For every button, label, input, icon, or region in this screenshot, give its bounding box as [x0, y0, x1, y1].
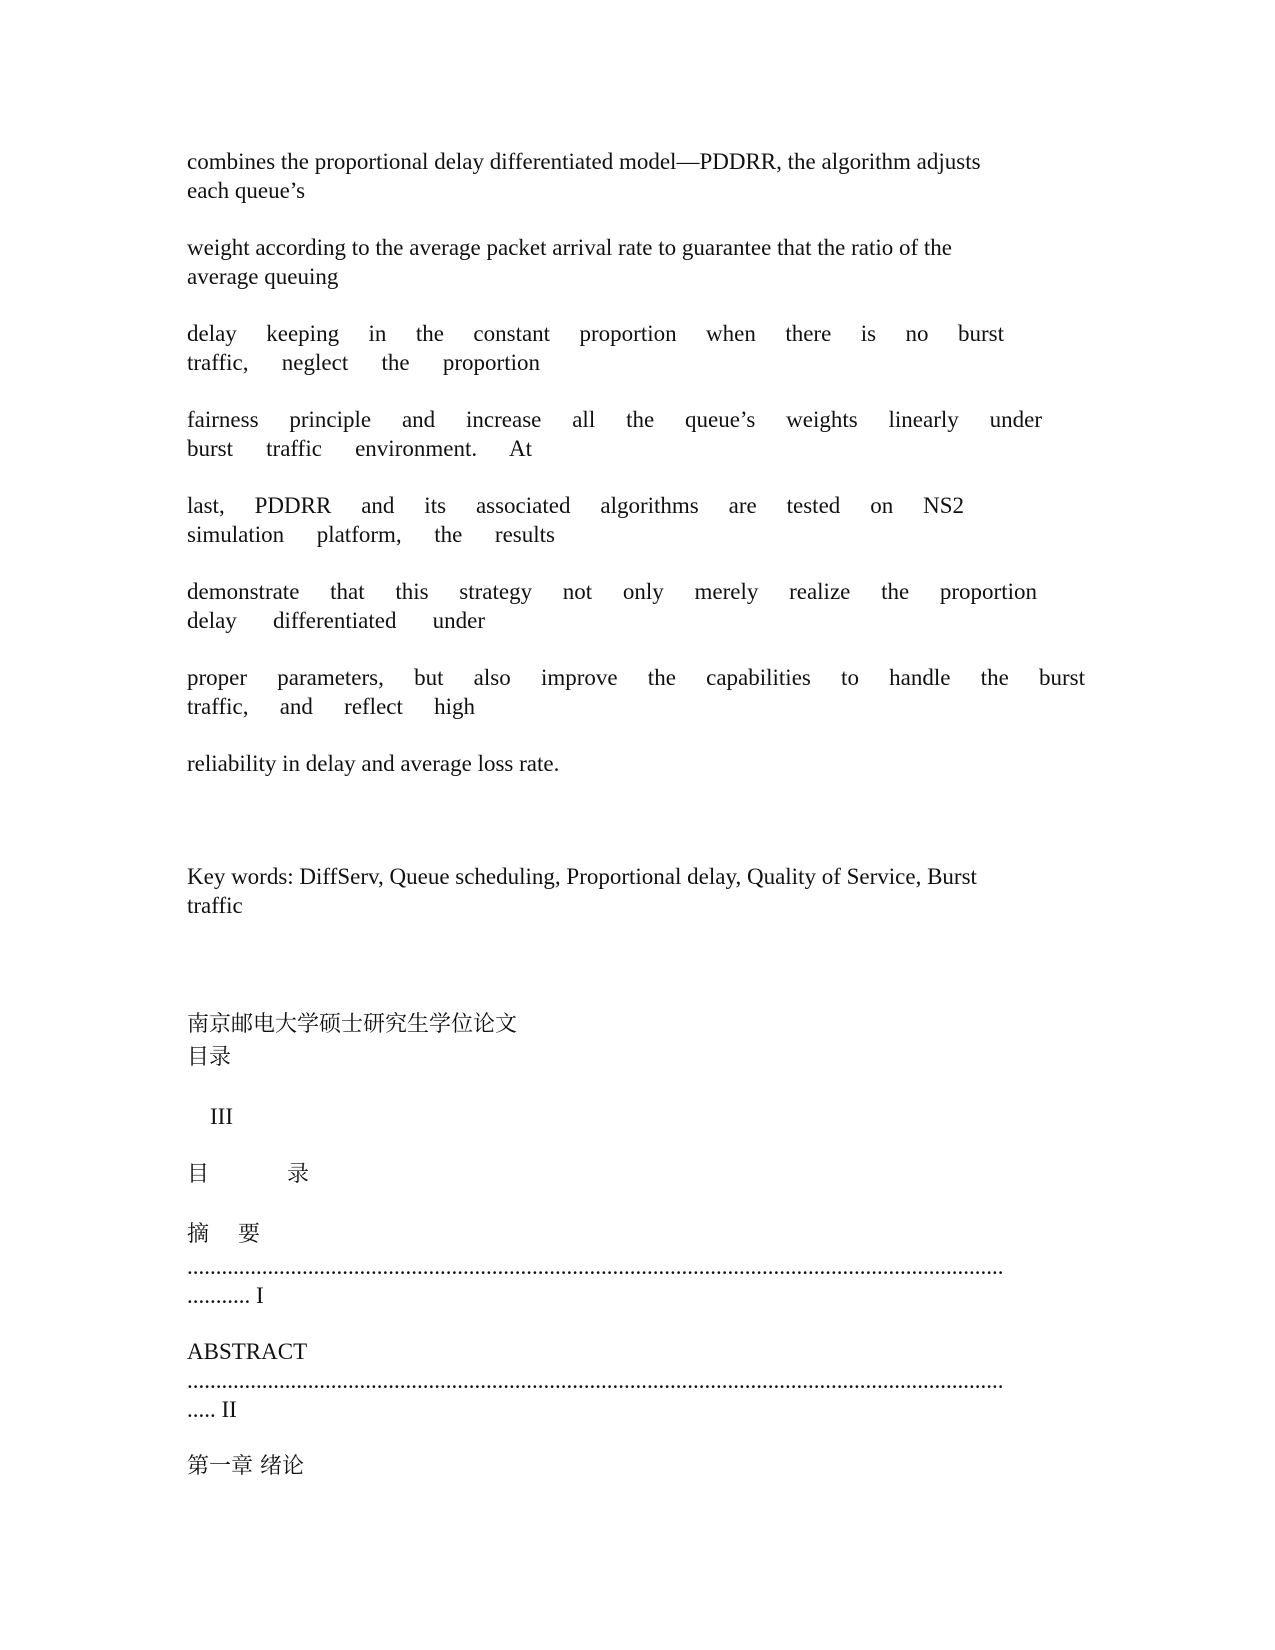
abstract-line-5: delay keeping in the constant proportion when there is no burst	[187, 321, 1004, 346]
abstract-line-3: weight according to the average packet arrival rate to guarantee that the ratio of the	[187, 235, 953, 260]
abstract-line-2: each queue’s	[187, 178, 306, 203]
abstract-line-8: burst traffic environment. At	[187, 436, 532, 461]
abstract-line-6: traffic, neglect the proportion	[187, 350, 540, 375]
university-header: 南京邮电大学硕士研究生学位论文	[187, 1012, 518, 1037]
abstract-line-13: proper parameters, but also improve the capabilities to handle the burst	[187, 665, 1085, 690]
abstract-line-12: delay differentiated under	[187, 608, 485, 633]
abstract-line-9: last, PDDRR and its associated algorithms are tested on NS2	[187, 493, 964, 518]
toc-entry-abstract-en-tail: ..... II	[187, 1397, 237, 1422]
toc-title-right: 录	[287, 1162, 310, 1187]
keywords-line-1: Key words: DiffServ, Queue scheduling, Proportional delay, Quality of Service, Burst	[187, 864, 977, 889]
abstract-line-1: combines the proportional delay differentiated model—PDDRR, the algorithm adjusts	[187, 149, 981, 174]
keywords-line-2: traffic	[187, 893, 243, 918]
toc-entry-abstract-cn-b: 要	[238, 1222, 261, 1247]
abstract-line-14: traffic, and reflect high	[187, 694, 475, 719]
toc-entry-abstract-en-dots: ..............................................................................................................................................	[187, 1368, 1004, 1393]
abstract-line-10: simulation platform, the results	[187, 522, 555, 547]
page-number: III	[210, 1104, 233, 1129]
abstract-line-4: average queuing	[187, 264, 339, 289]
toc-entry-abstract-cn-dots: ..............................................................................................................................................	[187, 1254, 1004, 1279]
section-header: 目录	[187, 1045, 232, 1070]
toc-entry-abstract-cn-tail: ........... I	[187, 1283, 264, 1308]
abstract-line-15: reliability in delay and average loss rate.	[187, 751, 560, 776]
abstract-line-11: demonstrate that this strategy not only merely realize the proportion	[187, 579, 1037, 604]
toc-title-left: 目	[187, 1162, 210, 1187]
toc-entry-abstract-en-label: ABSTRACT	[187, 1339, 308, 1364]
toc-chapter-1: 第一章 绪论	[187, 1454, 304, 1479]
toc-entry-abstract-cn-a: 摘	[187, 1222, 210, 1247]
abstract-line-7: fairness principle and increase all the queue’s weights linearly under	[187, 407, 1042, 432]
